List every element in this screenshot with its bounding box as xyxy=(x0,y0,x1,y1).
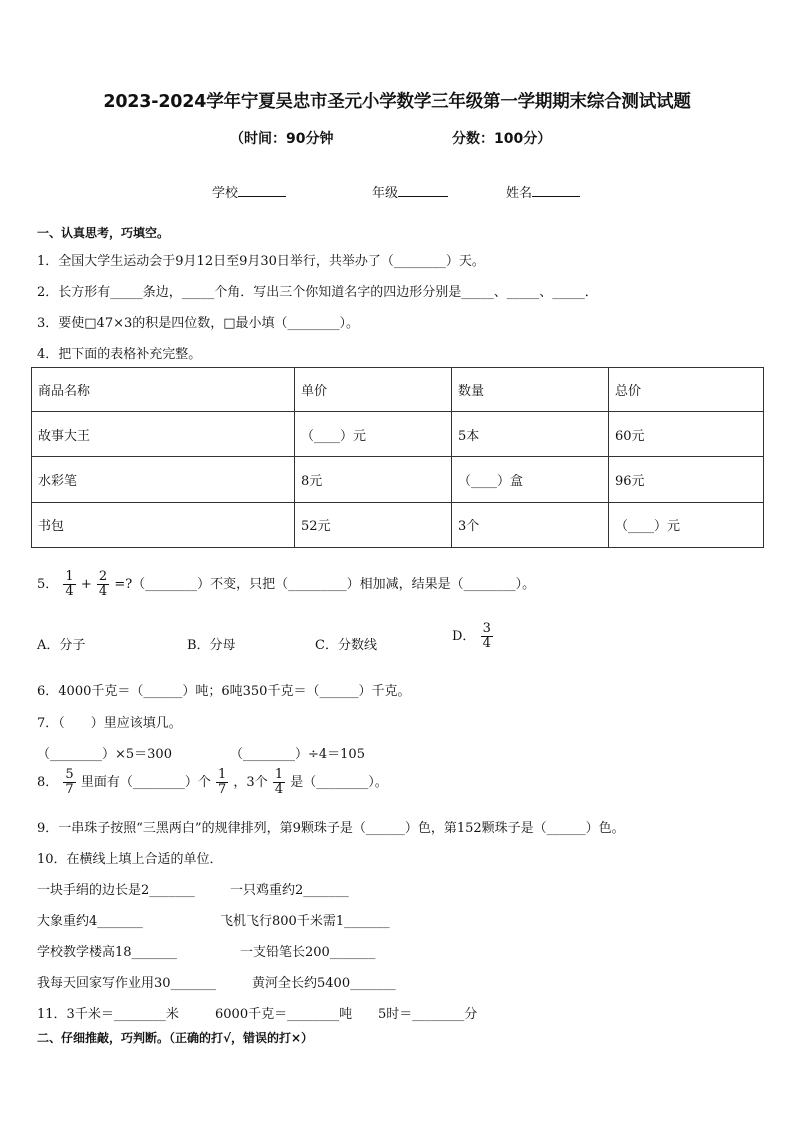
table-cell: 书包 xyxy=(32,502,295,547)
q8-text-2: ，3个 xyxy=(233,775,268,790)
table-cell: 60元 xyxy=(609,412,764,457)
name-label: 姓名 xyxy=(506,186,533,201)
q7-equation-1: （________）×5＝300 xyxy=(37,747,172,762)
fraction: $\frac{5}{7}$ xyxy=(65,767,74,797)
question-7: 7．（ ）里应该填几。 xyxy=(37,716,182,731)
table-cell[interactable]: （____）盒 xyxy=(452,457,609,502)
table-header-cell: 数量 xyxy=(452,368,609,412)
question-11-a: 11．3千米＝________米 xyxy=(37,1007,179,1022)
table-cell: 8元 xyxy=(295,457,452,502)
option-b[interactable]: B．分母 xyxy=(187,638,236,653)
fraction: $\frac{1}{4}$ xyxy=(65,569,74,599)
table-header-cell: 总价 xyxy=(609,368,764,412)
question-1: 1．全国大学生运动会于9月12日至9月30日举行，共举办了（________）天。 xyxy=(37,254,485,269)
q7-equation-2: （________）÷4＝105 xyxy=(230,747,365,762)
question-8 xyxy=(37,768,388,797)
price-table xyxy=(31,367,764,548)
fraction: $\frac{1}{7}$ xyxy=(218,767,227,797)
question-11-b: 6000千克＝________吨 xyxy=(215,1007,353,1022)
question-5 xyxy=(37,570,535,599)
table-row xyxy=(32,502,764,547)
table-row xyxy=(32,412,764,457)
option-a[interactable]: A．分子 xyxy=(37,638,86,653)
fraction: $\frac{2}{4}$ xyxy=(98,569,108,599)
grade-label: 年级 xyxy=(372,186,399,201)
table-cell[interactable]: （____）元 xyxy=(295,412,452,457)
option-d[interactable] xyxy=(452,622,494,651)
q10-item: 黄河全长约5400_______ xyxy=(252,976,396,991)
school-field xyxy=(212,182,286,201)
question-11-c: 5时＝________分 xyxy=(378,1007,478,1022)
table-header-cell: 单价 xyxy=(295,368,452,412)
q10-item: 我每天回家写作业用30_______ xyxy=(37,976,217,991)
table-row xyxy=(32,457,764,502)
fraction: $\frac{3}{4}$ xyxy=(482,621,491,651)
question-2: 2．长方形有_____条边，_____个角．写出三个你知道名字的四边形分别是_____、_____、_____． xyxy=(37,285,598,300)
section-1-title: 一、认真思考，巧填空。 xyxy=(37,226,170,240)
q8-text-3: 是（________）。 xyxy=(290,775,388,790)
question-4: 4．把下面的表格补充完整。 xyxy=(37,347,202,362)
q10-item: 飞机飞行800千米需1_______ xyxy=(220,914,390,929)
table-cell: 96元 xyxy=(609,457,764,502)
question-10: 10．在横线上填上合适的单位． xyxy=(37,852,223,867)
name-blank[interactable] xyxy=(532,184,580,197)
grade-blank[interactable] xyxy=(398,184,448,197)
school-label: 学校 xyxy=(212,186,239,201)
table-header-cell: 商品名称 xyxy=(32,368,295,412)
page-title: 2023-2024学年宁夏吴忠市圣元小学数学三年级第一学期期末综合测试试题 xyxy=(103,92,691,112)
option-d-prefix: D． xyxy=(452,629,476,644)
table-cell[interactable]: （____）元 xyxy=(609,502,764,547)
score-info: 分数：100分） xyxy=(452,131,552,147)
plus-sign: + xyxy=(80,577,92,592)
table-cell: 3个 xyxy=(452,502,609,547)
q10-item: 大象重约4_______ xyxy=(37,914,143,929)
q10-item: 一支铅笔长200_______ xyxy=(240,945,376,960)
q10-item: 一块手绢的边长是2_______ xyxy=(37,883,195,898)
name-field xyxy=(506,182,580,201)
table-cell: 5本 xyxy=(452,412,609,457)
q5-text: =?（________）不变，只把（_________）相加减，结果是（________）。 xyxy=(114,577,536,592)
q8-text-1: 里面有（________）个 xyxy=(80,775,211,790)
question-9: 9．一串珠子按照“三黑两白”的规律排列，第9颗珠子是（______）色，第152颗珠子是（______）色。 xyxy=(37,821,625,836)
fraction: $\frac{1}{4}$ xyxy=(274,767,284,797)
q10-item: 一只鸡重约2_______ xyxy=(230,883,349,898)
table-cell: 故事大王 xyxy=(32,412,295,457)
table-header-row xyxy=(32,368,764,412)
q10-item: 学校教学楼高18_______ xyxy=(37,945,178,960)
grade-field xyxy=(372,182,448,201)
table-cell: 水彩笔 xyxy=(32,457,295,502)
time-info: （时间：90分钟 xyxy=(230,131,334,147)
question-6: 6．4000千克＝（______）吨；6吨350千克＝（______）千克。 xyxy=(37,684,411,699)
question-3: 3．要使□47×3的积是四位数，□最小填（________）。 xyxy=(37,316,360,331)
school-blank[interactable] xyxy=(238,184,286,197)
section-2-title: 二、仔细推敲，巧判断。（正确的打√，错误的打×） xyxy=(37,1031,314,1045)
q8-prefix: 8． xyxy=(37,775,59,790)
q5-prefix: 5． xyxy=(37,577,59,592)
option-c[interactable]: C．分数线 xyxy=(315,638,377,653)
table-cell: 52元 xyxy=(295,502,452,547)
